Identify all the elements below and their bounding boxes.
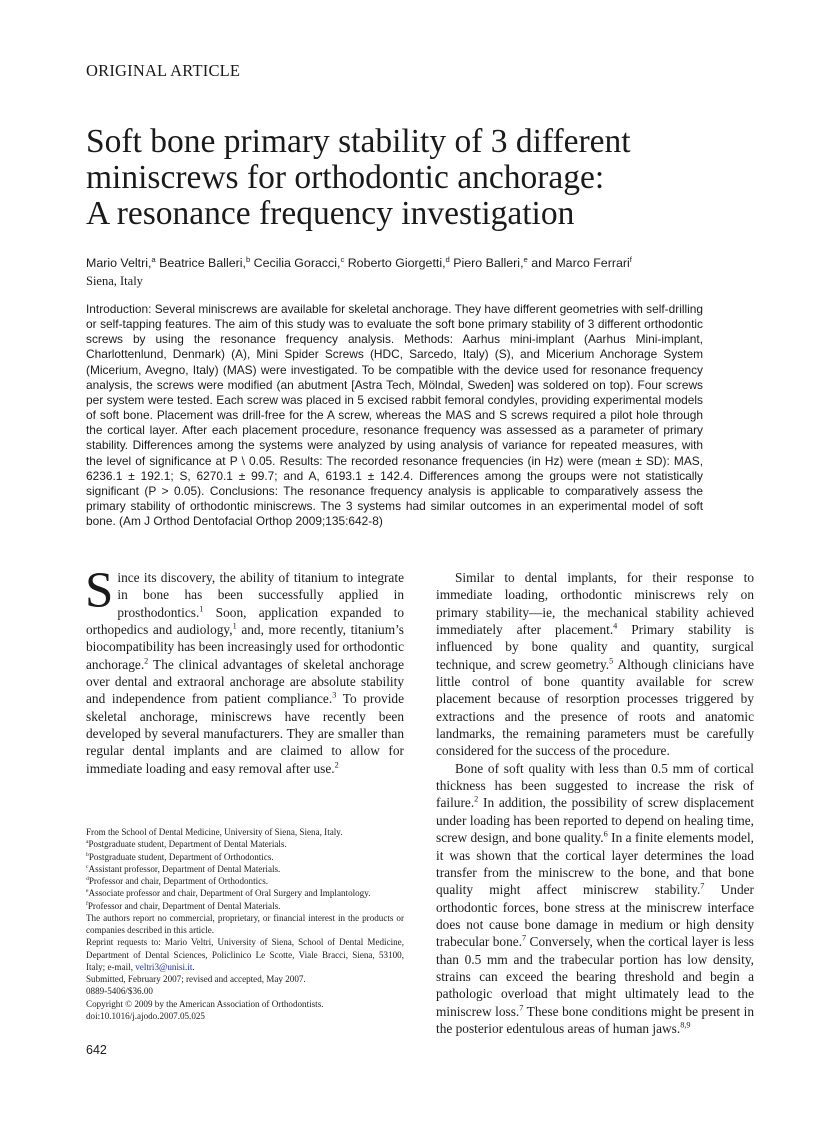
- body-text: To provide skeletal anchorage, miniscrews have recently been developed by several manufacturers. They are smaller than regular dental implants and are claimed to allow for immediate loading and easy removal after use.: [86, 691, 404, 776]
- body-text: Primary stability is influenced by bone quality and quantity, surgical technique, and screw geometry.: [436, 622, 754, 672]
- footnote-mark: b: [86, 851, 89, 858]
- email-link[interactable]: veltri3@unisi.it: [135, 961, 193, 972]
- footnote-mark: e: [86, 888, 89, 895]
- page-number: 642: [86, 1043, 107, 1057]
- footnote-mark: c: [86, 863, 89, 870]
- author-name: Piero Balleri,: [453, 256, 524, 270]
- citation: 8,9: [680, 1020, 691, 1030]
- footnote-text: Assistant professor, Department of Dental Materials.: [88, 863, 281, 874]
- footnote-text: Reprint requests to: Mario Veltri, University of Siena, School of Dental Medicine, Department of Dental Sciences, Policlinico Le Scotte, Viale Bracci, Siena, 53100, Italy; e-mail,: [86, 937, 404, 972]
- title-line: A resonance frequency investigation: [86, 195, 575, 232]
- citation: 7: [700, 881, 705, 891]
- body-text: In a finite elements model, it was shown that the cortical layer determines the load transfer from the miniscrew to the bone, and that bone quality might affect miniscrew stability.: [436, 830, 754, 898]
- body-text: The clinical advantages of skeletal anchorage over dental and extraoral anchorage are absolute stability and independence from patient compliance.: [86, 656, 404, 707]
- citation: 2: [334, 760, 339, 770]
- footnote-issn: 0889-5406/$36.00: [86, 986, 153, 997]
- article-title: [86, 124, 726, 232]
- footnote-text: Professor and chair, Department of Orthodontics.: [88, 876, 269, 886]
- author-name: and Marco Ferrari: [531, 256, 630, 270]
- title-line: miniscrews for orthodontic anchorage:: [86, 159, 605, 196]
- footnote-copyright: Copyright © 2009 by the American Association of Orthodontists.: [86, 998, 324, 1009]
- body-column-right: [436, 569, 754, 1037]
- section-label: ORIGINAL ARTICLE: [86, 61, 241, 80]
- body-text: Although clinicians have little control of bone quantity available for screw placement because of resorption processes triggered by extractions and the presence of roots and anatomic landmarks, the remaining parameters must be carefully considered for the success of the procedure.: [436, 656, 754, 759]
- footnote-text: .: [192, 961, 195, 972]
- footnote-affiliation: [86, 851, 404, 863]
- citation: 5: [609, 656, 614, 666]
- body-text: Bone of soft quality with less than 0.5 mm of cortical thickness has been suggested to increase the risk of failure.: [436, 760, 754, 811]
- footnote-reprint: [86, 936, 404, 973]
- author-mark: b: [245, 254, 251, 264]
- citation: 6: [603, 829, 608, 839]
- body-text: and, more recently, titanium’s biocompatibility has been increasingly used for orthodontic anchorage.: [86, 622, 404, 672]
- author-name: Cecilia Goracci,: [253, 256, 341, 270]
- body-text: ince its discovery, the ability of titanium to integrate in bone has been successfully applied in prosthodontics.: [117, 570, 404, 620]
- footnote-affiliation: [86, 887, 404, 899]
- body-paragraph: [436, 760, 754, 1038]
- abstract: Introduction: Several miniscrews are available for skeletal anchorage. They have different geometries with self-drilling or self-tapping features. The aim of this study was to evaluate the soft bone primary stability of 3 different orthodontic screws by using the resonance frequency analysis. Methods: Aarhus mini-implant (Aarhus Mini-implant, Charlottenlund, Denmark) (A), Mini Spider Screws (HDC, Sarcedo, Italy) (S), and Micerium Anchorage System (Micerium, Avegno, Italy) (MAS) were investigated. To be compatible with the device used for resonance frequency analysis, the screws were modified (an abutment [Astra Tech, Mölndal, Sweden] was soldered on top). Four screws per system were tested. Each screw was placed in 5 excised rabbit femoral condyles, providing experimental models of soft bone. Placement was drill-free for the A screw, whereas the MAS and S screws required a pilot hole through the cortical layer. After each placement procedure, resonance frequency was assessed as a parameter of primary stability. Differences among the systems were analyzed by using analysis of variance for repeated measures, with the level of significance at P \ 0.05. Results: The recorded resonance frequencies (in Hz) were (mean ± SD): MAS, 6236.1 ± 192.1; S, 6270.1 ± 99.7; and A, 6193.1 ± 142.4. Differences among the groups were not statistically significant (P > 0.05). Conclusions: The resonance frequency analysis is applicable to comparatively assess the primary stability of orthodontic miniscrews. The 3 systems had similar outcomes in an experimental model of soft bone. (Am J Orthod Dentofacial Orthop 2009;135:642-8): [86, 302, 703, 529]
- footnote-text: Postgraduate student, Department of Orthodontics.: [88, 851, 274, 862]
- footnote-submitted: Submitted, February 2007; revised and accepted, May 2007.: [86, 974, 306, 984]
- footnote-affiliation: [86, 875, 404, 887]
- footnote-disclosure: The authors report no commercial, proprietary, or financial interest in the products or companies described in this article.: [86, 912, 404, 935]
- author-list: [86, 255, 726, 272]
- author-mark: d: [445, 254, 450, 264]
- citation: 7: [519, 1003, 524, 1013]
- author-name: Beatrice Balleri,: [159, 256, 246, 270]
- citation: 4: [613, 621, 618, 631]
- author-mark: e: [523, 254, 528, 264]
- body-column-left: [85, 563, 404, 777]
- author-name: Roberto Giorgetti,: [347, 256, 446, 270]
- author-name: Mario Veltri,: [86, 256, 152, 270]
- citation: 7: [522, 933, 527, 943]
- body-text: Under orthodontic forces, bone stress at the miniscrew interface does not cause bone damage in medium or high density trabecular bone.: [436, 882, 754, 950]
- footnotes: [86, 826, 404, 1022]
- footnote-affiliation: [86, 863, 404, 875]
- body-paragraph: [436, 569, 754, 760]
- body-text: In addition, the possibility of screw displacement under loading has been reported to depend on healing time, screw design, and bone quality.: [436, 795, 754, 846]
- footnote-mark: a: [86, 839, 89, 846]
- author-mark: f: [629, 254, 632, 264]
- body-text: These bone conditions might be present in the posterior edentulous areas of human jaws.: [436, 1003, 754, 1036]
- author-mark: c: [340, 254, 345, 264]
- footnote-mark: d: [86, 875, 89, 882]
- citation: 1: [199, 604, 204, 614]
- body-text: Conversely, when the cortical layer is less than 0.5 mm and the trabecular portion has low density, strains can exceed the bearing threshold and begin a pathologic overload that might ultimately lead to the miniscrew loss.: [436, 934, 754, 1019]
- citation: 2: [144, 656, 149, 666]
- author-mark: a: [151, 254, 156, 264]
- citation: 1: [232, 621, 237, 631]
- citation: 3: [332, 690, 337, 700]
- footnote-text: Professor and chair, Department of Dental Materials.: [87, 900, 281, 911]
- footnote-affiliation: [86, 900, 404, 912]
- footnote-affiliation: [86, 838, 404, 850]
- footnote-text: Associate professor and chair, Department of Oral Surgery and Implantology.: [88, 888, 371, 899]
- footnote-from: From the School of Dental Medicine, University of Siena, Siena, Italy.: [86, 827, 343, 837]
- body-text: Similar to dental implants, for their response to immediate loading, orthodontic miniscrews rely on primary stability—ie, the mechanical stability achieved immediately after placement.: [436, 570, 754, 638]
- body-paragraph: [85, 563, 404, 777]
- footnote-mark: f: [86, 900, 88, 907]
- citation: 2: [474, 795, 479, 805]
- footnote-doi: doi:10.1016/j.ajodo.2007.05.025: [86, 1010, 205, 1021]
- drop-cap: S: [85, 563, 114, 619]
- author-location: Siena, Italy: [86, 274, 143, 288]
- body-text: Soon, application expanded to orthopedics and audiology,: [86, 604, 404, 638]
- title-line: Soft bone primary stability of 3 different: [86, 123, 631, 160]
- footnote-text: Postgraduate student, Department of Dental Materials.: [88, 839, 287, 850]
